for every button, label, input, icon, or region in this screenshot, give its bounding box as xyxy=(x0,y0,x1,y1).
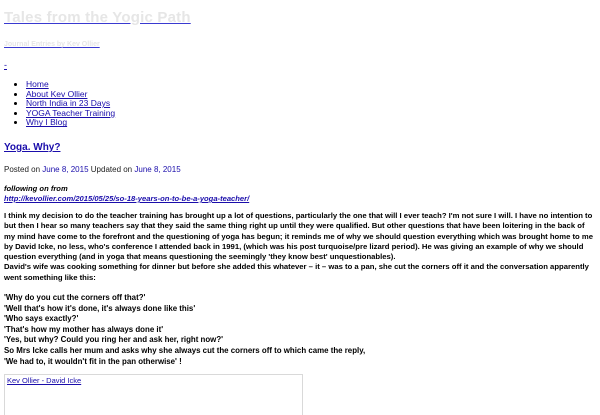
menu-link-yoga-training[interactable]: YOGA Teacher Training xyxy=(26,107,116,118)
menu-item-why-blog xyxy=(26,118,115,128)
quote-line: 'Yes, but why? Could you ring her and ask her, right now?' xyxy=(4,335,224,345)
embedded-video[interactable] xyxy=(4,374,303,415)
quote-line: So Mrs Icke calls her mum and asks why she always cut the corners off to which came the reply, xyxy=(4,345,366,355)
post-meta xyxy=(4,165,181,174)
post-title-link[interactable]: Yoga. Why? xyxy=(4,142,61,153)
menu-link-north-india[interactable]: North India in 23 Days xyxy=(26,98,111,109)
menu-link-home[interactable]: Home xyxy=(26,79,49,89)
updated-label: Updated on xyxy=(90,165,133,174)
following-label: following on from xyxy=(4,184,68,193)
site-tagline-link[interactable]: Journal Entries by Kev Ollier xyxy=(4,41,100,48)
post-paragraph: I think my decision to do the teacher training has brought up a lot of questions, particularly the one that will I ever teach? I'm not sure I will. I have no intention to but then I hear so many teachers say that they said the same thing right up until they were qualified. But other questions that have been loitering in the back of my mind have come to the forefront and the questioning of yoga has begun; it reminds me of why we should question everything which was brought home to me by David Icke, no less, who's conference I attended back in 1991, (which was his post turquoise/pre lizard period). He was giving an example of why we should question everything (and in yoga that means questioning the seemingly 'they know best' unquestionables). xyxy=(4,211,594,262)
video-title-link[interactable]: Kev Ollier - David Icke xyxy=(7,376,82,385)
posted-on-label: Posted on xyxy=(4,165,41,174)
menu-link-about[interactable]: About Kev Ollier xyxy=(26,88,88,99)
quote-line: 'We had to, it wouldn't fit in the pan otherwise' ! xyxy=(4,356,182,366)
updated-date-link[interactable]: June 8, 2015 xyxy=(134,165,181,174)
quote-line: 'Well that's how it's done, it's always done like this' xyxy=(4,303,196,313)
quote-line: 'Why do you cut the corners off that?' xyxy=(4,293,146,302)
main-menu xyxy=(12,80,115,128)
quote-line: 'Who says exactly?' xyxy=(4,314,79,324)
quote-line: 'That's how my mother has always done it' xyxy=(4,324,164,334)
dialogue-quotes xyxy=(4,293,594,367)
menu-link-why-blog[interactable]: Why I Blog xyxy=(26,117,68,128)
following-link[interactable]: http://kevollier.com/2015/05/25/so-18-years-on-to-be-a-yoga-teacher/ xyxy=(4,194,250,203)
skip-link[interactable]: - xyxy=(4,60,7,70)
site-title-link[interactable]: Tales from the Yogic Path xyxy=(4,9,191,26)
following-on-block xyxy=(4,184,249,204)
posted-date-link[interactable]: June 8, 2015 xyxy=(42,165,89,174)
post-paragraph: David's wife was cooking something for dinner but before she added this whatever – it – was to a pan, she cut the corners off it and the conversation apparently went something like this: xyxy=(4,262,589,282)
post-body xyxy=(4,211,594,283)
